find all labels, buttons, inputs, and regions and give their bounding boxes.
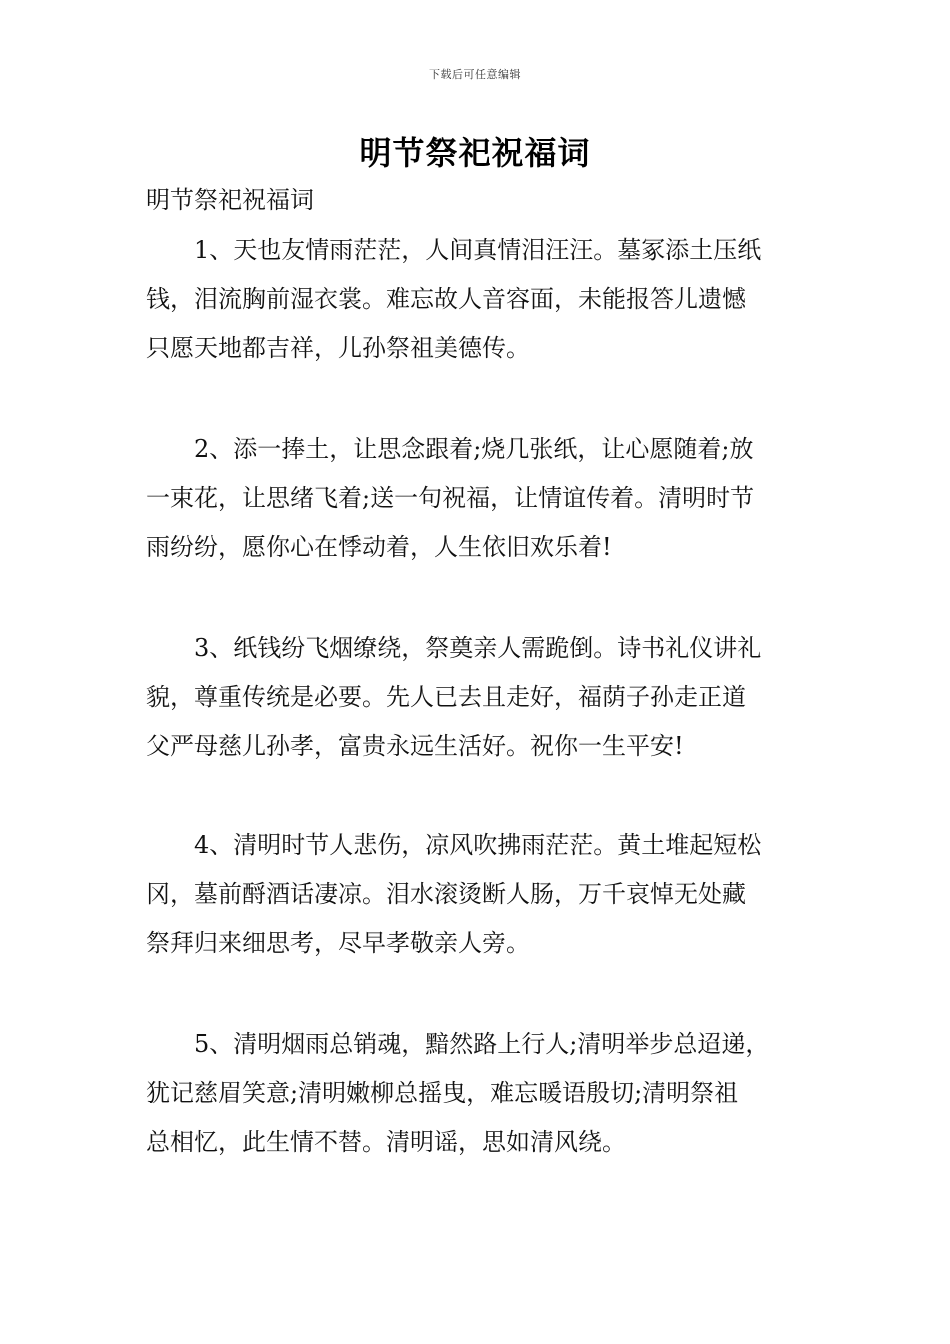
blessing-entry-3	[146, 624, 826, 771]
document-subtitle: 明节祭祀祝福词	[146, 186, 314, 214]
entry-line: 犹记慈眉笑意;清明嫩柳总摇曳，难忘暖语殷切;清明祭祖	[146, 1079, 739, 1107]
entry-line: 3、纸钱纷飞烟缭绕，祭奠亲人需跪倒。诗书礼仪讲礼	[194, 634, 762, 662]
blessing-entry-4	[146, 821, 826, 968]
entry-line: 钱，泪流胸前湿衣裳。难忘故人音容面，未能报答儿遗憾	[146, 285, 746, 313]
blessing-entry-1	[146, 226, 826, 373]
entry-line: 貌，尊重传统是必要。先人已去且走好，福荫子孙走正道	[146, 683, 746, 711]
entry-line: 4、清明时节人悲伤，凉风吹拂雨茫茫。黄土堆起短松	[194, 831, 762, 859]
entry-line: 只愿天地都吉祥，儿孙祭祖美德传。	[146, 334, 530, 362]
entry-line: 2、添一捧土，让思念跟着;烧几张纸，让心愿随着;放	[194, 435, 754, 463]
entry-line: 雨纷纷，愿你心在悸动着，人生依旧欢乐着!	[146, 533, 612, 561]
header-note: 下载后可任意编辑	[429, 68, 521, 81]
entry-line: 冈，墓前酹酒话凄凉。泪水滚烫断人肠，万千哀悼无处藏	[146, 880, 746, 908]
entry-line: 5、清明烟雨总销魂，黯然路上行人;清明举步总迢递，	[194, 1030, 770, 1058]
document-title: 明节祭祀祝福词	[359, 134, 591, 172]
entry-line: 一束花，让思绪飞着;送一句祝福，让情谊传着。清明时节	[146, 484, 755, 512]
blessing-entry-5	[146, 1020, 826, 1167]
entry-line: 1、天也友情雨茫茫，人间真情泪汪汪。墓冢添土压纸	[194, 236, 762, 264]
blessing-entry-2	[146, 425, 826, 572]
entry-line: 祭拜归来细思考，尽早孝敬亲人旁。	[146, 929, 530, 957]
entry-line: 总相忆，此生情不替。清明谣，思如清风绕。	[146, 1128, 626, 1156]
entry-line: 父严母慈儿孙孝，富贵永远生活好。祝你一生平安!	[146, 732, 684, 760]
